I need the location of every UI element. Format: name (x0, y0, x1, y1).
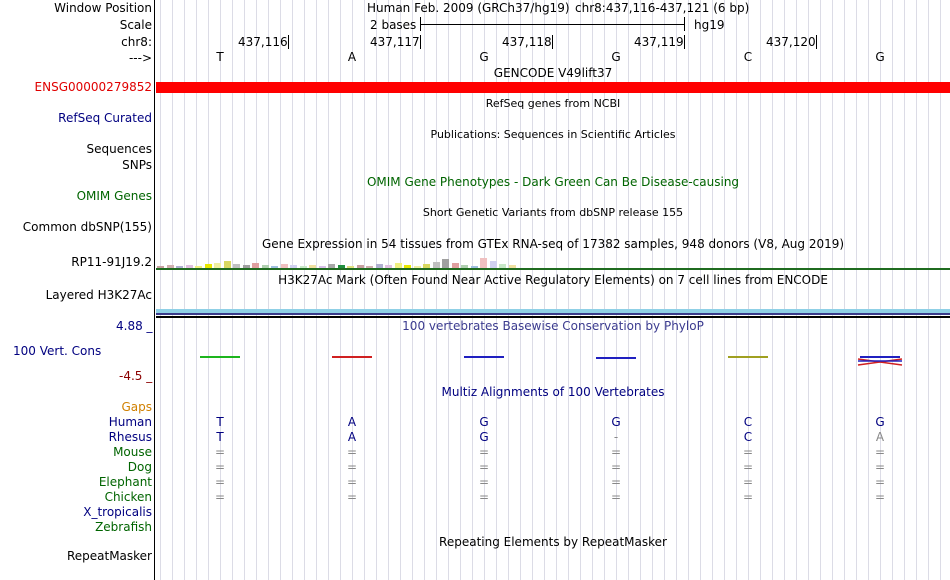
species-label[interactable]: Dog (127, 460, 152, 474)
alignment-base: = (874, 445, 886, 459)
alignment-base: = (610, 490, 622, 504)
omim-track-title[interactable]: OMIM Gene Phenotypes - Dark Green Can Be Disease-causing (366, 175, 740, 189)
alignment-base: = (874, 460, 886, 474)
alignment-base: A (347, 430, 357, 444)
alignment-base: = (214, 460, 226, 474)
gencode-gene-label[interactable]: ENSG00000279852 (34, 80, 152, 94)
phylop-track-title[interactable]: 100 vertebrates Basewise Conservation by PhyloP (402, 319, 704, 333)
coordinate-label: 437,118 (502, 35, 552, 49)
species-label[interactable]: X_tropicalis (83, 505, 152, 519)
alignment-base: C (743, 430, 753, 444)
gtex-track-title[interactable]: Gene Expression in 54 tissues from GTEx RNA-seq of 17382 samples, 948 donors (V8, Aug 2019) (261, 237, 845, 251)
db-text: hg19 (694, 18, 725, 32)
alignment-base: G (611, 415, 621, 429)
repeatmasker-track-label[interactable]: RepeatMasker (66, 549, 152, 563)
species-label[interactable]: Rhesus (108, 430, 152, 444)
refseq-track-label[interactable]: RefSeq Curated (58, 111, 152, 125)
base-letter: G (611, 50, 621, 64)
position-text: chr8:437,116-437,121 (6 bp) (575, 1, 750, 15)
snps-track-label[interactable]: SNPs (122, 158, 152, 172)
gtex-gene-label[interactable]: RP11-91J19.2 (71, 255, 152, 269)
alignment-base: = (346, 490, 358, 504)
coordinate-label: 437,120 (766, 35, 816, 49)
h3k27ac-track-label[interactable]: Layered H3K27Ac (45, 288, 152, 302)
alignment-base: - (613, 430, 619, 444)
alignment-base: = (610, 460, 622, 474)
multiz-track-title[interactable]: Multiz Alignments of 100 Vertebrates (441, 385, 665, 399)
omim-track-label[interactable]: OMIM Genes (76, 189, 152, 203)
coordinate-label: 437,117 (370, 35, 420, 49)
scale-label: Scale (119, 18, 152, 32)
window-position-label: Window Position (54, 1, 152, 15)
alignment-base: = (742, 490, 754, 504)
dbsnp-track-label[interactable]: Common dbSNP(155) (22, 220, 152, 234)
base-letter: A (347, 50, 357, 64)
phylop-track-label[interactable]: 100 Vert. Cons (13, 344, 102, 358)
repeatmasker-track-title[interactable]: Repeating Elements by RepeatMasker (439, 535, 667, 549)
coordinate-label: 437,116 (238, 35, 288, 49)
alignment-base: G (875, 415, 885, 429)
strand-arrow-label[interactable]: ---> (128, 51, 152, 65)
gencode-track-title[interactable]: GENCODE V49lift37 (493, 66, 613, 80)
species-label[interactable]: Chicken (104, 490, 152, 504)
h3k27ac-track-title[interactable]: H3K27Ac Mark (Often Found Near Active Regulatory Elements) on 7 cell lines from ENCODE (278, 273, 828, 287)
species-label[interactable]: Elephant (98, 475, 152, 489)
alignment-base: A (875, 430, 885, 444)
alignment-base: T (216, 415, 224, 429)
alignment-base: = (742, 460, 754, 474)
scale-text: 2 bases (370, 18, 417, 32)
species-label[interactable]: Human (108, 415, 152, 429)
alignment-base: = (214, 490, 226, 504)
species-label[interactable]: Zebrafish (95, 520, 152, 534)
alignment-base: = (214, 445, 226, 459)
base-letter: G (479, 50, 489, 64)
base-letter: T (216, 50, 224, 64)
alignment-base: = (478, 490, 490, 504)
alignment-base: = (478, 460, 490, 474)
species-label[interactable]: Mouse (113, 445, 152, 459)
alignment-base: = (478, 475, 490, 489)
alignment-base: = (742, 475, 754, 489)
refseq-track-title[interactable]: RefSeq genes from NCBI (485, 97, 621, 110)
alignment-base: G (479, 415, 489, 429)
dbsnp-track-title[interactable]: Short Genetic Variants from dbSNP release 155 (422, 206, 684, 219)
phylop-max-label: 4.88 _ (116, 319, 153, 333)
alignment-base: = (214, 475, 226, 489)
base-letter: C (743, 50, 753, 64)
alignment-base: C (743, 415, 753, 429)
base-letter: G (875, 50, 885, 64)
alignment-base: = (742, 445, 754, 459)
multiz-gaps-label[interactable]: Gaps (121, 400, 152, 414)
sequences-track-label[interactable]: Sequences (86, 142, 152, 156)
alignment-base: = (610, 445, 622, 459)
alignment-base: = (346, 445, 358, 459)
coordinate-label: 437,119 (634, 35, 684, 49)
alignment-base: = (478, 445, 490, 459)
assembly-text: Human Feb. 2009 (GRCh37/hg19) (367, 1, 570, 15)
alignment-base: = (874, 475, 886, 489)
alignment-base: T (216, 430, 224, 444)
chrom-label: chr8: (121, 35, 152, 49)
alignment-base: = (610, 475, 622, 489)
publications-track-title[interactable]: Publications: Sequences in Scientific Articles (430, 128, 676, 141)
alignment-base: A (347, 415, 357, 429)
alignment-base: = (346, 460, 358, 474)
alignment-base: = (874, 490, 886, 504)
phylop-min-label: -4.5 _ (119, 369, 153, 383)
alignment-base: G (479, 430, 489, 444)
alignment-base: = (346, 475, 358, 489)
